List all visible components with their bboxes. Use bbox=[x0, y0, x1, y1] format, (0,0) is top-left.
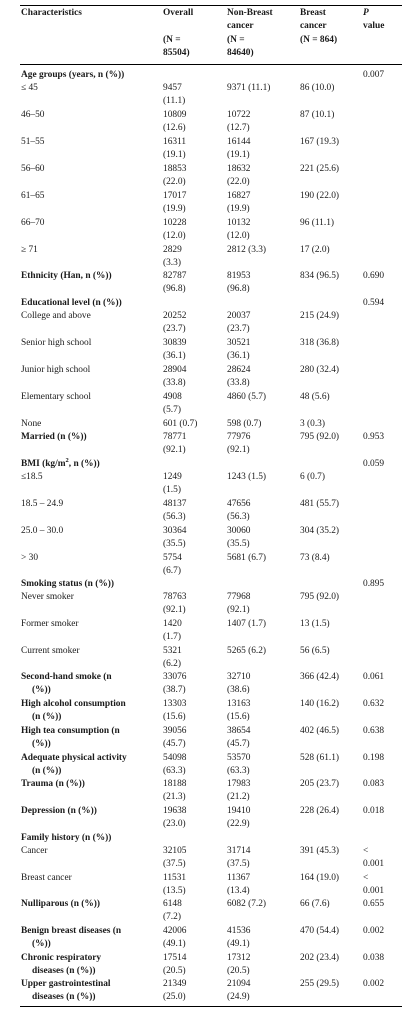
benign-overall-pct: (49.1) bbox=[163, 939, 186, 949]
gastro-nonbreast: 21094 bbox=[227, 979, 251, 989]
married-label: Married (n (%)) bbox=[21, 432, 87, 442]
age1-overall-pct: (11.1) bbox=[163, 96, 186, 106]
bmi3-label: 25.0 – 30.0 bbox=[21, 526, 64, 536]
age-groups-p: 0.007 bbox=[363, 70, 385, 80]
age7-overall-pct: (3.3) bbox=[163, 258, 181, 268]
age5-breast: 190 (22.0) bbox=[300, 191, 340, 201]
header-nonbreast-n-value: 84640) bbox=[227, 48, 254, 58]
edu3-overall-pct: (33.8) bbox=[163, 378, 186, 388]
benign-label: Benign breast diseases (n bbox=[21, 926, 122, 936]
edu2-label: Senior high school bbox=[21, 338, 92, 348]
age4-nonbreast: 18632 bbox=[227, 164, 251, 174]
smk3-overall: 5321 bbox=[163, 646, 182, 656]
smk3-label: Current smoker bbox=[21, 646, 80, 656]
respiratory-label: Chronic respiratory bbox=[21, 953, 102, 963]
shs-overall: 33076 bbox=[163, 672, 187, 682]
edu1-nonbreast: 20037 bbox=[227, 311, 251, 321]
age5-label: 61–65 bbox=[21, 191, 45, 201]
bmi1-overall-pct: (1.5) bbox=[163, 485, 181, 495]
age6-label: 66–70 bbox=[21, 218, 45, 228]
ethnicity-p: 0.690 bbox=[363, 271, 385, 281]
alcohol-breast: 140 (16.2) bbox=[300, 699, 340, 709]
shs-nonbreast-pct: (38.6) bbox=[227, 685, 250, 695]
age5-nonbreast: 16827 bbox=[227, 191, 251, 201]
smk1-label: Never smoker bbox=[21, 592, 74, 602]
edu5-overall: 601 (0.7) bbox=[163, 419, 198, 429]
depression-p: 0.018 bbox=[363, 806, 385, 816]
benign-overall: 42006 bbox=[163, 926, 187, 936]
alcohol-overall: 13303 bbox=[163, 699, 187, 709]
trauma-overall: 18188 bbox=[163, 779, 187, 789]
smk1-nonbreast: 77968 bbox=[227, 592, 251, 602]
age4-overall-pct: (22.0) bbox=[163, 177, 186, 187]
gastro-nonbreast-pct: (24.9) bbox=[227, 992, 250, 1002]
activity-nonbreast: 53570 bbox=[227, 753, 251, 763]
fam1-p-sign: < bbox=[363, 846, 369, 856]
tea-label-cont: (%)) bbox=[32, 739, 51, 749]
fam1-p: 0.001 bbox=[363, 859, 385, 869]
age3-overall: 16311 bbox=[163, 137, 187, 147]
smk3-overall-pct: (6.2) bbox=[163, 659, 181, 669]
smoking-p: 0.895 bbox=[363, 579, 385, 589]
edu3-overall: 28904 bbox=[163, 365, 187, 375]
ethnicity-breast: 834 (96.5) bbox=[300, 271, 340, 281]
age5-nonbreast-pct: (19.9) bbox=[227, 204, 250, 214]
shs-breast: 366 (42.4) bbox=[300, 672, 340, 682]
married-overall: 78771 bbox=[163, 432, 187, 442]
age6-overall: 10228 bbox=[163, 218, 187, 228]
respiratory-label-cont: diseases (n (%)) bbox=[32, 966, 96, 976]
age1-overall: 9457 bbox=[163, 83, 182, 93]
bmi2-overall-pct: (56.3) bbox=[163, 512, 186, 522]
table-bottom-rule bbox=[20, 1006, 402, 1007]
edu3-breast: 280 (32.4) bbox=[300, 365, 340, 375]
edu3-nonbreast-pct: (33.8) bbox=[227, 378, 250, 388]
header-p-value: value bbox=[363, 21, 385, 31]
header-overall-n-label: (N = bbox=[163, 35, 181, 45]
fam2-p-sign: < bbox=[363, 873, 369, 883]
activity-overall: 54098 bbox=[163, 753, 187, 763]
bmi3-overall-pct: (35.5) bbox=[163, 539, 186, 549]
edu5-nonbreast: 598 (0.7) bbox=[227, 419, 262, 429]
ethnicity-nonbreast-pct: (96.8) bbox=[227, 284, 250, 294]
family-history-title: Family history (n (%)) bbox=[21, 833, 112, 843]
age2-overall-pct: (12.6) bbox=[163, 123, 186, 133]
ethnicity-label: Ethnicity (Han, n (%)) bbox=[21, 271, 112, 281]
gastro-breast: 255 (29.5) bbox=[300, 979, 340, 989]
nulliparous-overall-pct: (7.2) bbox=[163, 912, 181, 922]
respiratory-overall: 17514 bbox=[163, 953, 187, 963]
trauma-breast: 205 (23.7) bbox=[300, 779, 340, 789]
header-overall-n-value: 85504) bbox=[163, 48, 190, 58]
activity-label-cont: (n (%)) bbox=[32, 766, 62, 776]
bmi4-overall-pct: (6.7) bbox=[163, 566, 181, 576]
edu3-nonbreast: 28624 bbox=[227, 365, 251, 375]
age1-breast: 86 (10.0) bbox=[300, 83, 335, 93]
header-p: P bbox=[363, 8, 369, 18]
trauma-nonbreast-pct: (21.2) bbox=[227, 792, 250, 802]
edu2-overall-pct: (36.1) bbox=[163, 351, 186, 361]
married-nonbreast-pct: (92.1) bbox=[227, 445, 250, 455]
depression-nonbreast-pct: (22.9) bbox=[227, 819, 250, 829]
benign-nonbreast-pct: (49.1) bbox=[227, 939, 250, 949]
education-p: 0.594 bbox=[363, 298, 385, 308]
trauma-nonbreast: 17983 bbox=[227, 779, 251, 789]
age5-overall-pct: (19.9) bbox=[163, 204, 186, 214]
edu3-label: Junior high school bbox=[21, 365, 91, 375]
ethnicity-overall-pct: (96.8) bbox=[163, 284, 186, 294]
smk1-breast: 795 (92.0) bbox=[300, 592, 340, 602]
alcohol-p: 0.632 bbox=[363, 699, 385, 709]
smk1-overall: 78763 bbox=[163, 592, 187, 602]
edu1-breast: 215 (24.9) bbox=[300, 311, 340, 321]
bmi4-overall: 5754 bbox=[163, 553, 182, 563]
age3-overall-pct: (19.1) bbox=[163, 150, 186, 160]
depression-overall-pct: (23.0) bbox=[163, 819, 186, 829]
activity-breast: 528 (61.1) bbox=[300, 753, 340, 763]
fam1-nonbreast-pct: (37.5) bbox=[227, 859, 250, 869]
education-title: Educational level (n (%)) bbox=[21, 298, 122, 308]
activity-label: Adequate physical activity bbox=[21, 753, 127, 763]
alcohol-nonbreast-pct: (15.6) bbox=[227, 712, 250, 722]
age6-breast: 96 (11.1) bbox=[300, 218, 335, 228]
age-groups-title: Age groups (years, n (%)) bbox=[21, 70, 125, 80]
age6-overall-pct: (12.0) bbox=[163, 231, 186, 241]
fam1-overall-pct: (37.5) bbox=[163, 859, 186, 869]
age4-nonbreast-pct: (22.0) bbox=[227, 177, 250, 187]
nulliparous-p: 0.655 bbox=[363, 899, 385, 909]
bmi3-breast: 304 (35.2) bbox=[300, 526, 340, 536]
alcohol-label-cont: (n (%)) bbox=[32, 712, 62, 722]
smk1-nonbreast-pct: (92.1) bbox=[227, 605, 250, 615]
trauma-p: 0.083 bbox=[363, 779, 385, 789]
bmi1-overall: 1249 bbox=[163, 472, 182, 482]
fam1-label: Cancer bbox=[21, 846, 48, 856]
bmi1-nonbreast: 1243 (1.5) bbox=[227, 472, 267, 482]
fam2-breast: 164 (19.0) bbox=[300, 873, 340, 883]
gastro-overall-pct: (25.0) bbox=[163, 992, 186, 1002]
edu1-nonbreast-pct: (23.7) bbox=[227, 324, 250, 334]
respiratory-nonbreast: 17312 bbox=[227, 953, 251, 963]
age4-breast: 221 (25.6) bbox=[300, 164, 340, 174]
respiratory-nonbreast-pct: (20.5) bbox=[227, 966, 250, 976]
header-breast-cancer: cancer bbox=[300, 21, 327, 31]
shs-overall-pct: (38.7) bbox=[163, 685, 186, 695]
fam2-p: 0.001 bbox=[363, 886, 385, 896]
age1-label: ≤ 45 bbox=[21, 83, 38, 93]
edu4-nonbreast: 4860 (5.7) bbox=[227, 392, 267, 402]
age4-overall: 18853 bbox=[163, 164, 187, 174]
age3-nonbreast-pct: (19.1) bbox=[227, 150, 250, 160]
alcohol-nonbreast: 13163 bbox=[227, 699, 251, 709]
fam1-overall: 32105 bbox=[163, 846, 187, 856]
alcohol-label: High alcohol consumption bbox=[21, 699, 126, 709]
ethnicity-nonbreast: 81953 bbox=[227, 271, 251, 281]
nulliparous-label: Nulliparous (n (%)) bbox=[21, 899, 101, 909]
bmi2-nonbreast: 47656 bbox=[227, 499, 251, 509]
respiratory-breast: 202 (23.4) bbox=[300, 953, 340, 963]
bmi2-nonbreast-pct: (56.3) bbox=[227, 512, 250, 522]
header-bottom-rule bbox=[20, 64, 402, 65]
alcohol-overall-pct: (15.6) bbox=[163, 712, 186, 722]
tea-p: 0.638 bbox=[363, 726, 385, 736]
age2-nonbreast-pct: (12.7) bbox=[227, 123, 250, 133]
benign-breast: 470 (54.4) bbox=[300, 926, 340, 936]
tea-label: High tea consumption (n bbox=[21, 726, 120, 736]
fam2-label: Breast cancer bbox=[21, 873, 72, 883]
ethnicity-overall: 82787 bbox=[163, 271, 187, 281]
tea-breast: 402 (46.5) bbox=[300, 726, 340, 736]
smk2-nonbreast: 1407 (1.7) bbox=[227, 619, 267, 629]
married-nonbreast: 77976 bbox=[227, 432, 251, 442]
age2-label: 46–50 bbox=[21, 110, 45, 120]
bmi3-nonbreast-pct: (35.5) bbox=[227, 539, 250, 549]
married-overall-pct: (92.1) bbox=[163, 445, 186, 455]
tea-overall: 39056 bbox=[163, 726, 187, 736]
respiratory-p: 0.038 bbox=[363, 953, 385, 963]
bmi2-breast: 481 (55.7) bbox=[300, 499, 340, 509]
shs-label: Second-hand smoke (n bbox=[21, 672, 112, 682]
bmi4-nonbreast: 5681 (6.7) bbox=[227, 553, 267, 563]
trauma-label: Trauma (n (%)) bbox=[21, 779, 85, 789]
header-nonbreast: Non-Breast bbox=[227, 8, 273, 18]
tea-overall-pct: (45.7) bbox=[163, 739, 186, 749]
gastro-p: 0.002 bbox=[363, 979, 385, 989]
depression-breast: 228 (26.4) bbox=[300, 806, 340, 816]
age3-nonbreast: 16144 bbox=[227, 137, 251, 147]
smk2-label: Former smoker bbox=[21, 619, 79, 629]
age6-nonbreast-pct: (12.0) bbox=[227, 231, 250, 241]
nulliparous-overall: 6148 bbox=[163, 899, 182, 909]
tea-nonbreast: 38654 bbox=[227, 726, 251, 736]
bmi-title: BMI ($kg/m^2$, n (%)) bbox=[21, 456, 100, 469]
gastro-overall: 21349 bbox=[163, 979, 187, 989]
age1-nonbreast: 9371 (11.1) bbox=[227, 83, 271, 93]
header-characteristics: Characteristics bbox=[21, 8, 82, 18]
fam1-nonbreast: 31714 bbox=[227, 846, 251, 856]
edu4-overall: 4908 bbox=[163, 392, 182, 402]
married-p: 0.953 bbox=[363, 432, 385, 442]
header-nonbreast-n-label: (N = bbox=[227, 35, 245, 45]
smk3-breast: 56 (6.5) bbox=[300, 646, 330, 656]
gastro-label-cont: diseases (n (%)) bbox=[32, 992, 96, 1002]
bmi1-label: ≤18.5 bbox=[21, 472, 43, 482]
trauma-overall-pct: (21.3) bbox=[163, 792, 186, 802]
smk2-overall-pct: (1.7) bbox=[163, 632, 181, 642]
smk2-overall: 1420 bbox=[163, 619, 182, 629]
edu5-label: None bbox=[21, 419, 42, 429]
nulliparous-nonbreast: 6082 (7.2) bbox=[227, 899, 267, 909]
fam1-breast: 391 (45.3) bbox=[300, 846, 340, 856]
bmi3-overall: 30364 bbox=[163, 526, 187, 536]
shs-label-cont: (%)) bbox=[32, 685, 51, 695]
edu1-overall-pct: (23.7) bbox=[163, 324, 186, 334]
age7-label: ≥ 71 bbox=[21, 245, 38, 255]
edu2-overall: 30839 bbox=[163, 338, 187, 348]
smk2-breast: 13 (1.5) bbox=[300, 619, 330, 629]
activity-nonbreast-pct: (63.3) bbox=[227, 766, 250, 776]
age5-overall: 17017 bbox=[163, 191, 187, 201]
depression-nonbreast: 19410 bbox=[227, 806, 251, 816]
edu2-nonbreast-pct: (36.1) bbox=[227, 351, 250, 361]
fam2-overall: 11531 bbox=[163, 873, 187, 883]
age3-breast: 167 (19.3) bbox=[300, 137, 340, 147]
header-breast-n: (N = 864) bbox=[300, 35, 338, 45]
age7-nonbreast: 2812 (3.3) bbox=[227, 245, 267, 255]
age2-nonbreast: 10722 bbox=[227, 110, 251, 120]
header-breast: Breast bbox=[300, 8, 326, 18]
tea-nonbreast-pct: (45.7) bbox=[227, 739, 250, 749]
depression-overall: 19638 bbox=[163, 806, 187, 816]
smk1-overall-pct: (92.1) bbox=[163, 605, 186, 615]
bmi2-overall: 48137 bbox=[163, 499, 187, 509]
fam2-overall-pct: (13.5) bbox=[163, 886, 186, 896]
nulliparous-breast: 66 (7.6) bbox=[300, 899, 330, 909]
depression-label: Depression (n (%)) bbox=[21, 806, 97, 816]
edu4-breast: 48 (5.6) bbox=[300, 392, 330, 402]
age4-label: 56–60 bbox=[21, 164, 45, 174]
shs-nonbreast: 32710 bbox=[227, 672, 251, 682]
benign-p: 0.002 bbox=[363, 926, 385, 936]
married-breast: 795 (92.0) bbox=[300, 432, 340, 442]
gastro-label: Upper gastrointestinal bbox=[21, 979, 111, 989]
smk3-nonbreast: 5265 (6.2) bbox=[227, 646, 267, 656]
edu1-label: College and above bbox=[21, 311, 91, 321]
benign-nonbreast: 41536 bbox=[227, 926, 251, 936]
header-nonbreast-cancer: cancer bbox=[227, 21, 254, 31]
bmi4-label: > 30 bbox=[21, 553, 39, 563]
bmi3-nonbreast: 30060 bbox=[227, 526, 251, 536]
bmi2-label: 18.5 – 24.9 bbox=[21, 499, 64, 509]
age3-label: 51–55 bbox=[21, 137, 45, 147]
benign-label-cont: (%)) bbox=[32, 939, 51, 949]
edu2-nonbreast: 30521 bbox=[227, 338, 251, 348]
age2-overall: 10809 bbox=[163, 110, 187, 120]
fam2-nonbreast: 11367 bbox=[227, 873, 251, 883]
respiratory-overall-pct: (20.5) bbox=[163, 966, 186, 976]
edu2-breast: 318 (36.8) bbox=[300, 338, 340, 348]
header-overall: Overall bbox=[163, 8, 194, 18]
edu5-breast: 3 (0.3) bbox=[300, 419, 325, 429]
bmi-p: 0.059 bbox=[363, 459, 385, 469]
edu4-label: Elementary school bbox=[21, 392, 92, 402]
fam2-nonbreast-pct: (13.4) bbox=[227, 886, 250, 896]
age7-overall: 2829 bbox=[163, 245, 182, 255]
edu4-overall-pct: (5.7) bbox=[163, 405, 181, 415]
activity-overall-pct: (63.3) bbox=[163, 766, 186, 776]
table-top-rule bbox=[20, 5, 402, 6]
shs-p: 0.061 bbox=[363, 672, 385, 682]
activity-p: 0.198 bbox=[363, 753, 385, 763]
edu1-overall: 20252 bbox=[163, 311, 187, 321]
age6-nonbreast: 10132 bbox=[227, 218, 251, 228]
smoking-title: Smoking status (n (%)) bbox=[21, 579, 114, 589]
bmi1-breast: 6 (0.7) bbox=[300, 472, 325, 482]
bmi4-breast: 73 (8.4) bbox=[300, 553, 330, 563]
age7-breast: 17 (2.0) bbox=[300, 245, 330, 255]
age2-breast: 87 (10.1) bbox=[300, 110, 335, 120]
